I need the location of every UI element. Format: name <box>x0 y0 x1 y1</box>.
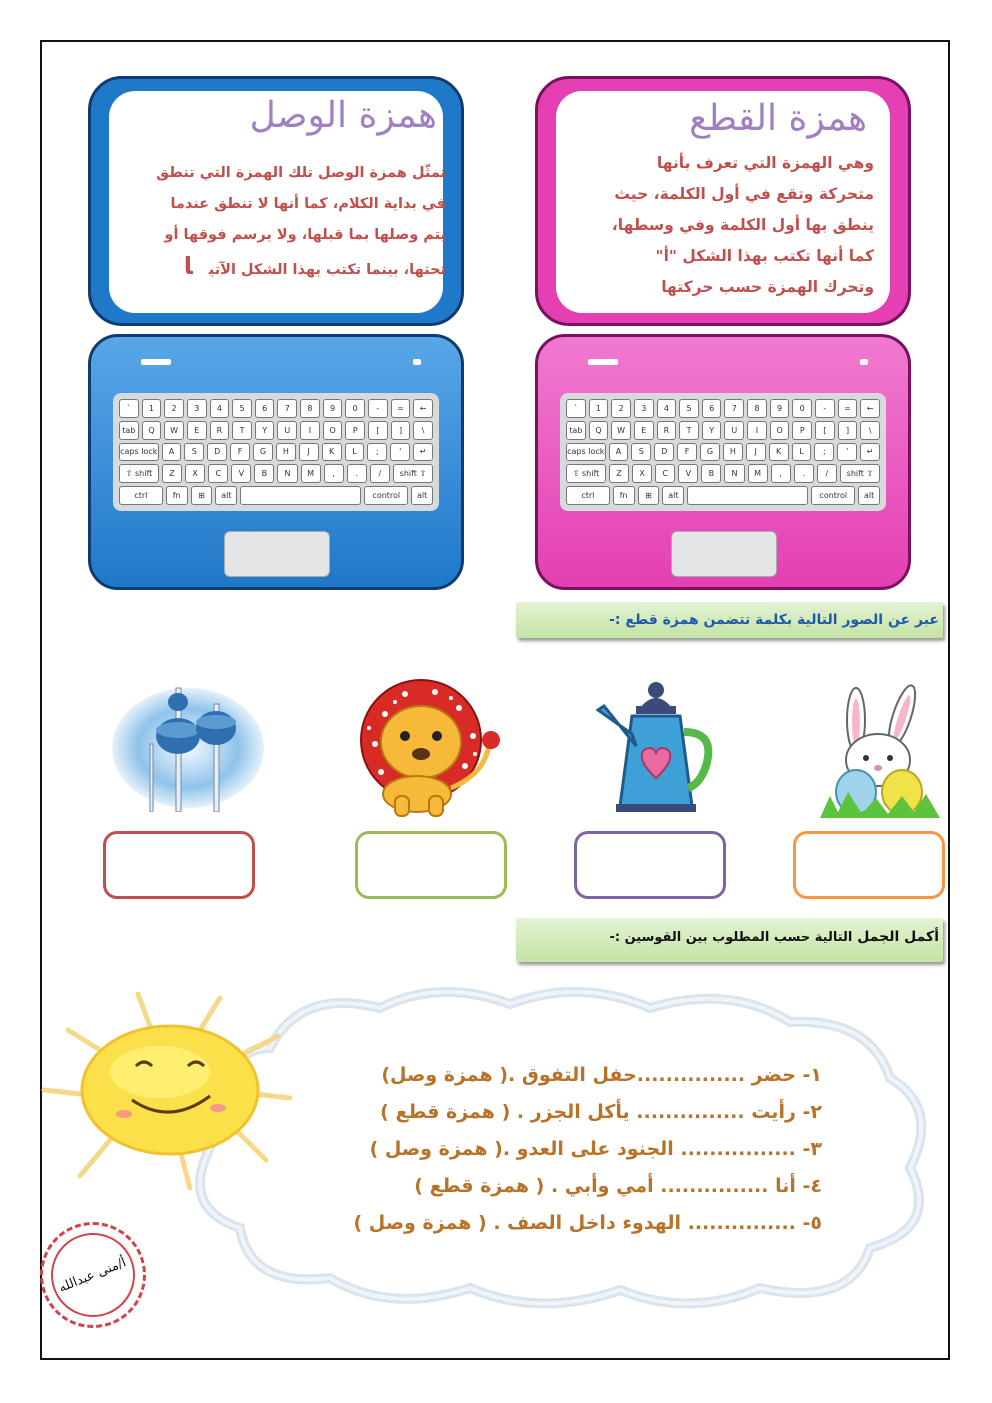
keyboard-key: caps lock <box>566 443 606 462</box>
laptop-hamzat-wasl <box>88 76 464 596</box>
keyboard-key <box>240 486 361 505</box>
keyboard-key: alt <box>215 486 237 505</box>
keyboard-key: 0 <box>792 399 812 418</box>
laptop-base <box>535 334 911 590</box>
keyboard-key: 4 <box>657 399 677 418</box>
keyboard-key: . <box>347 464 367 483</box>
wasl-title: همزة الوصل <box>249 95 437 136</box>
keyboard-key: ⇧ shift <box>566 464 606 483</box>
keyboard-key: shift ⇧ <box>840 464 880 483</box>
keyboard-key: 6 <box>255 399 275 418</box>
keyboard-key: G <box>700 443 720 462</box>
keyboard-key: O <box>770 421 790 440</box>
task2-instruction-part1: أكمل الجمل <box>857 929 939 945</box>
keyboard-key: O <box>323 421 343 440</box>
keyboard-key: \ <box>413 421 433 440</box>
keyboard-row <box>566 464 880 483</box>
keyboard-key: S <box>184 443 204 462</box>
keyboard-key: D <box>207 443 227 462</box>
keyboard-key: tab <box>566 421 586 440</box>
keyboard-key: [ <box>368 421 388 440</box>
keyboard-key: ⊞ <box>191 486 213 505</box>
keyboard-key: 2 <box>611 399 631 418</box>
wasl-description <box>101 158 446 286</box>
keyboard-key: ↵ <box>413 443 433 462</box>
keyboard-key: V <box>231 464 251 483</box>
keyboard-key: alt <box>858 486 880 505</box>
keyboard-key: Y <box>255 421 275 440</box>
answer-box-teapot[interactable] <box>574 831 726 899</box>
laptop-led-dot <box>860 359 868 365</box>
keyboard-key: P <box>792 421 812 440</box>
sentence-2: ٢- رأيت ............... يأكل الجزر . ( همزة قطع ) <box>380 1101 822 1123</box>
keyboard-key: F <box>677 443 697 462</box>
keyboard-key: F <box>230 443 250 462</box>
keyboard-key: ↵ <box>860 443 880 462</box>
keyboard-key: C <box>208 464 228 483</box>
keyboard-key: fn <box>166 486 188 505</box>
answer-box-lion[interactable] <box>355 831 507 899</box>
sentence-4: ٤- أنا ............... أمي وأبي . ( همزة قطع ) <box>414 1175 822 1197</box>
qat-line: ينطق بها أول الكلمة وفي وسطها، <box>611 216 874 234</box>
keyboard-key: B <box>254 464 274 483</box>
keyboard-key: shift ⇧ <box>393 464 433 483</box>
keyboard-key: W <box>611 421 631 440</box>
keyboard-key: [ <box>815 421 835 440</box>
keyboard-key: / <box>370 464 390 483</box>
keyboard-key: alt <box>662 486 684 505</box>
keyboard-key: E <box>634 421 654 440</box>
keyboard-key: control <box>811 486 855 505</box>
keyboard-key: ' <box>390 443 410 462</box>
keyboard <box>113 393 439 511</box>
keyboard-key: 7 <box>724 399 744 418</box>
laptop-led-dot <box>413 359 421 365</box>
task1-instruction <box>516 602 943 638</box>
keyboard-key: S <box>631 443 651 462</box>
stamp-text: أ/منى عبدالله <box>57 1254 129 1296</box>
stamp-seal <box>40 1222 146 1328</box>
keyboard-key: M <box>301 464 321 483</box>
keyboard-key: M <box>748 464 768 483</box>
keyboard-key: , <box>771 464 791 483</box>
keyboard-key: 4 <box>210 399 230 418</box>
keyboard-key: Z <box>609 464 629 483</box>
keyboard-key: Q <box>142 421 162 440</box>
wasl-line: في بداية الكلام، كما أنها لا تنطق عندما <box>170 196 446 212</box>
keyboard-key: E <box>187 421 207 440</box>
keyboard-key: T <box>679 421 699 440</box>
keyboard-key: ] <box>391 421 411 440</box>
laptop-led <box>141 359 171 365</box>
qat-title: همزة القطع <box>689 98 867 139</box>
rabbit-image <box>816 680 944 818</box>
keyboard-key: 5 <box>679 399 699 418</box>
keyboard-key: tab <box>119 421 139 440</box>
keyboard-key: alt <box>411 486 433 505</box>
alif-glyph: ا <box>183 252 193 280</box>
keyboard-key: H <box>723 443 743 462</box>
keyboard-key: ; <box>814 443 834 462</box>
keyboard-key: 8 <box>747 399 767 418</box>
keyboard-row <box>119 443 433 462</box>
keyboard-row <box>566 443 880 462</box>
lion-image <box>355 674 505 820</box>
keyboard-key: ] <box>838 421 858 440</box>
keyboard-row <box>566 421 880 440</box>
keyboard-key: 5 <box>232 399 252 418</box>
sentence-5: ٥- ............... الهدوء داخل الصف . ( همزة وصل ) <box>353 1212 822 1234</box>
answer-box-towers[interactable] <box>103 831 255 899</box>
keyboard-key: 6 <box>702 399 722 418</box>
keyboard-key: R <box>657 421 677 440</box>
keyboard-key: - <box>815 399 835 418</box>
keyboard-key: C <box>655 464 675 483</box>
keyboard-row <box>566 486 880 505</box>
laptop-base <box>88 334 464 590</box>
keyboard <box>560 393 886 511</box>
keyboard-key: L <box>345 443 365 462</box>
keyboard-key: U <box>277 421 297 440</box>
qat-description <box>554 148 874 303</box>
keyboard-row <box>119 486 433 505</box>
keyboard-key: Q <box>589 421 609 440</box>
keyboard-key: 8 <box>300 399 320 418</box>
keyboard-key: - <box>368 399 388 418</box>
keyboard-key: I <box>747 421 767 440</box>
answer-box-rabbit[interactable] <box>793 831 945 899</box>
keyboard-key: ' <box>837 443 857 462</box>
keyboard-key: W <box>164 421 184 440</box>
keyboard-key: ctrl <box>119 486 163 505</box>
keyboard-key: A <box>609 443 629 462</box>
keyboard-key: ⊞ <box>638 486 660 505</box>
keyboard-key: L <box>792 443 812 462</box>
keyboard-key: ← <box>413 399 433 418</box>
keyboard-key: ` <box>119 399 139 418</box>
keyboard-key: N <box>277 464 297 483</box>
sentence-3: ٣- ................ الجنود على العدو .( همزة وصل ) <box>369 1138 822 1160</box>
keyboard-key: = <box>391 399 411 418</box>
keyboard-key: R <box>210 421 230 440</box>
touchpad <box>224 531 330 577</box>
keyboard-key: U <box>724 421 744 440</box>
teapot-image <box>596 680 720 814</box>
wasl-line-text: تحتها، بينما تكتب بهذا الشكل الآتي <box>208 262 446 278</box>
keyboard-key: B <box>701 464 721 483</box>
task1-instruction-text: عبر عن الصور التالية بكلمة تتضمن همزة قطع :- <box>609 612 939 628</box>
kuwait-towers-image <box>110 684 266 812</box>
keyboard-key: ← <box>860 399 880 418</box>
keyboard-key: \ <box>860 421 880 440</box>
keyboard-key: 3 <box>634 399 654 418</box>
laptop-led <box>588 359 618 365</box>
keyboard-key: K <box>769 443 789 462</box>
sentence-1: ١- حضر ...............حفل التفوق .( همزة وصل) <box>381 1064 822 1086</box>
keyboard-key: N <box>724 464 744 483</box>
task2-instruction <box>516 918 943 962</box>
keyboard-key: H <box>276 443 296 462</box>
wasl-line: يتم وصلها بما قبلها، ولا يرسم فوقها أو <box>164 227 446 243</box>
keyboard-key: 9 <box>323 399 343 418</box>
keyboard-key: K <box>322 443 342 462</box>
task2-instruction-part2: التالية حسب المطلوب بين القوسين :- <box>609 930 853 945</box>
keyboard-row <box>566 399 880 418</box>
touchpad <box>671 531 777 577</box>
keyboard-key: G <box>253 443 273 462</box>
keyboard-key: J <box>299 443 319 462</box>
keyboard-key: / <box>817 464 837 483</box>
keyboard-key: 9 <box>770 399 790 418</box>
keyboard-key: ; <box>367 443 387 462</box>
keyboard-key: 2 <box>164 399 184 418</box>
keyboard-key: T <box>232 421 252 440</box>
keyboard-key: 1 <box>142 399 162 418</box>
sun-image <box>40 990 300 1190</box>
keyboard-key: A <box>162 443 182 462</box>
keyboard-key: fn <box>613 486 635 505</box>
keyboard-key: 1 <box>589 399 609 418</box>
keyboard-row <box>119 421 433 440</box>
keyboard-key: X <box>185 464 205 483</box>
keyboard-key: I <box>300 421 320 440</box>
keyboard-key: J <box>746 443 766 462</box>
keyboard-key: Z <box>162 464 182 483</box>
qat-line: كما أنها تكتب بهذا الشكل "أ" <box>655 247 874 265</box>
keyboard-key: ctrl <box>566 486 610 505</box>
keyboard-key: ⇧ shift <box>119 464 159 483</box>
keyboard-key: 0 <box>345 399 365 418</box>
qat-line: وتحرك الهمزة حسب حركتها <box>661 278 874 296</box>
keyboard-key: caps lock <box>119 443 159 462</box>
keyboard-key <box>687 486 808 505</box>
keyboard-key: P <box>345 421 365 440</box>
keyboard-key: Y <box>702 421 722 440</box>
keyboard-key: D <box>654 443 674 462</box>
keyboard-key: ` <box>566 399 586 418</box>
keyboard-key: V <box>678 464 698 483</box>
keyboard-key: = <box>838 399 858 418</box>
wasl-line: تمثّل همزة الوصل تلك الهمزة التي تنطق <box>156 165 446 181</box>
keyboard-key: control <box>364 486 408 505</box>
keyboard-key: 3 <box>187 399 207 418</box>
qat-line: متحركة وتقع في أول الكلمة، حيث <box>614 185 874 203</box>
wasl-line <box>101 251 446 286</box>
keyboard-row <box>119 464 433 483</box>
keyboard-key: , <box>324 464 344 483</box>
keyboard-key: X <box>632 464 652 483</box>
keyboard-row <box>119 399 433 418</box>
qat-line: وهي الهمزة التي تعرف بأنها <box>656 154 874 172</box>
keyboard-key: . <box>794 464 814 483</box>
keyboard-key: 7 <box>277 399 297 418</box>
